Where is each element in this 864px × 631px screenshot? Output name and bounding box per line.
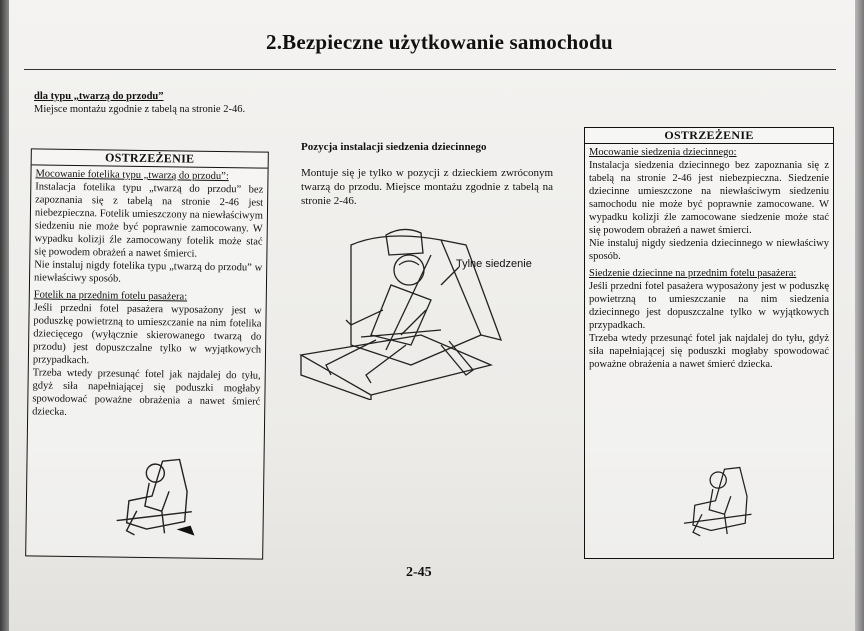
left-warning-subheading-1: Mocowanie fotelika typu „twarzą do przodu”: (35, 168, 229, 183)
right-warning-box (584, 127, 834, 559)
right-warning-paragraph-1: Instalacja siedzenia dziecinnego bez zapoznania się z tabelą na stronie 2-46 jest niebezpieczna. Siedzenie dziecinne umieszczone na niewłaściwym siedzeniu samochodu nie może być poprawnie zamocowane. W wypadku kolizji źle zamocowane siedzenie może stać się powodem obrażeń a nawet śmierci. (589, 160, 829, 236)
binding-edge-left (0, 0, 9, 631)
right-warning-paragraph-2: Nie instaluj nigdy siedzenia dziecinnego w niewłaściwy sposób. (589, 238, 829, 262)
right-warning-subheading-1: Mocowanie siedzenia dziecinnego: (589, 147, 737, 158)
page-number: 2-45 (406, 565, 432, 580)
right-warning-paragraph-4: Trzeba wtedy przesunąć fotel jak najdalej do tyłu, gdyż siła napełniającej się poduszki mogłaby spowodować poważne obrażenia a nawet śmierć dziecka. (589, 333, 829, 370)
right-warning-subheading-2: Siedzenie dziecinne na przednim fotelu pasażera: (589, 268, 797, 279)
left-warning-title: OSTRZEŻENIE (32, 149, 268, 168)
left-warning-paragraph-1: Instalacja fotelika typu „twarzą do przodu” bez zapoznania się z tabelą na stronie 2-46 jest niebezpieczna. Fotelik umieszczony na niewłaściwym siedzeniu nie może być poprawnie zamocowany. W wypadku kolizji źle zamocowany fotelik może stać się powodem obrażeń a nawet śmierci. (34, 181, 264, 260)
left-warning-paragraph-3: Jeśli przedni fotel pasażera wyposażony jest w poduszkę powietrzną to umieszczanie na nim fotelika dziecięcego (wyłącznie skierowanego twarzą do przodu) jest dopuszczalne tylko w wyjątkowych przypadkach. (32, 302, 262, 367)
rear-seat-child-illustration (291, 225, 551, 400)
section-text: Montuje się je tylko w pozycji z dzieckiem zwróconym twarzą do przodu. Miejsce montażu zgodnie z tabelą na stronie 2-46. (301, 167, 553, 207)
header-divider (24, 69, 836, 70)
manual-page (6, 0, 858, 631)
left-intro (34, 90, 264, 116)
left-warning-box (25, 148, 269, 559)
left-intro-title: dla typu „twarzą do przodu” (34, 91, 164, 102)
left-warning-subheading-2: Fotelik na przednim fotelu pasażera: (33, 289, 188, 303)
right-warning-title: OSTRZEŻENIE (585, 128, 833, 144)
page-title: 2.Bezpieczne użytkowanie samochodu (266, 30, 613, 54)
child-seat-rear-illustration (675, 458, 765, 548)
section-heading: Pozycja instalacji siedzenia dziecinnego (301, 141, 487, 153)
right-warning-paragraph-3: Jeśli przedni fotel pasażera wyposażony jest w poduszkę powietrzną to umieszczanie na nim siedzenia dziecinnego jest dopuszczalne tylko w wyjątkowych przypadkach. (589, 281, 829, 331)
binding-edge-right (855, 0, 864, 631)
figure-label: Tylne siedzenie (456, 258, 532, 270)
child-seat-front-illustration (106, 450, 207, 546)
left-warning-paragraph-2: Nie instaluj nigdy fotelika typu „twarzą do przodu” w niewłaściwy sposób. (33, 259, 263, 285)
left-intro-text: Miejsce montażu zgodnie z tabelą na stronie 2-46. (34, 104, 246, 115)
left-warning-paragraph-4: Trzeba wtedy przesunąć fotel jak najdalej do tyłu, gdyż siła napełniającej się poduszki mogłaby spowodować poważne obrażenia a nawet śmierć dziecka. (32, 367, 261, 418)
